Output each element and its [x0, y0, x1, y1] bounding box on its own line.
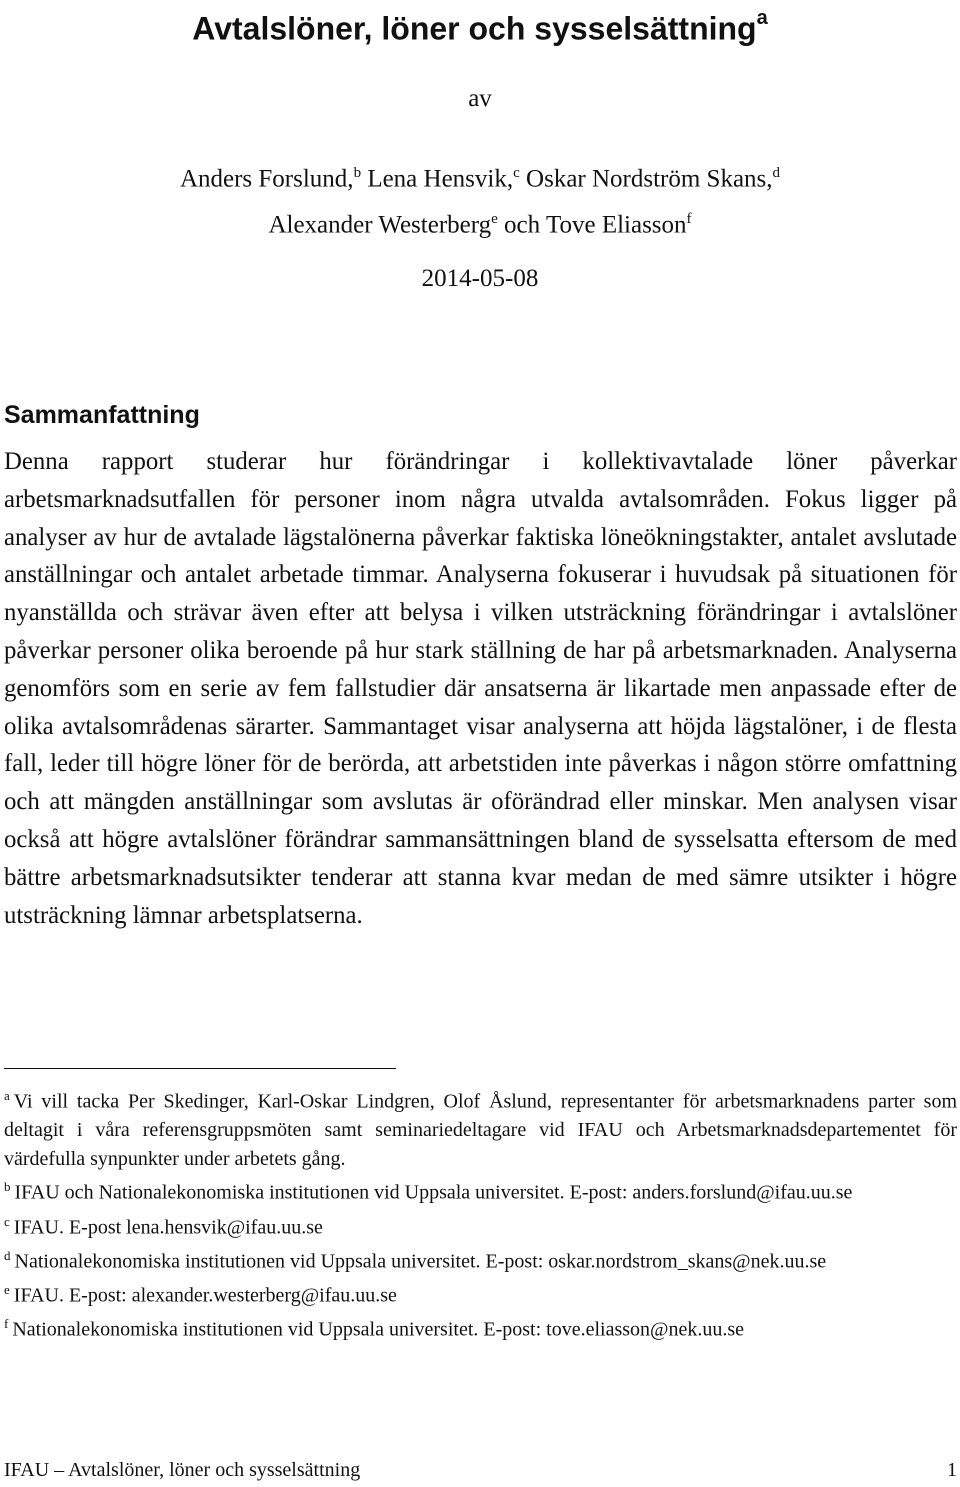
footnote-c: [4, 1208, 957, 1242]
author-name: Anders Forslund,: [179, 165, 354, 193]
footnote-mark: c: [4, 1213, 10, 1229]
author-mark: d: [772, 165, 781, 181]
footnote-text: Vi vill tacka Per Skedinger, Karl-Oskar Lindgren, Olof Åslund, representanter för arbetsmarknadens parter som deltagit i våra referensgruppsmöten samt seminariedeltagare vid IFAU och Arbetsmarknadsdepartementet för värdefulla synpunkter under arbetets gång.: [4, 1090, 957, 1170]
by-line: av: [468, 85, 492, 112]
footnote-f: [4, 1310, 957, 1344]
footnote-mark: f: [4, 1316, 9, 1332]
footnote-text: IFAU. E-post: alexander.westerberg@ifau.uu.se: [13, 1284, 397, 1307]
footnotes: [4, 1082, 957, 1345]
author-name: Oskar Nordström Skans,: [519, 165, 773, 193]
footnote-mark: b: [4, 1179, 11, 1195]
author-mark: f: [686, 211, 692, 228]
footnote-b: [4, 1173, 957, 1207]
footnote-divider: [4, 1068, 396, 1069]
author-mark: e: [491, 211, 498, 228]
author-name: Lena Hensvik,: [361, 165, 514, 193]
footnote-mark: e: [4, 1282, 10, 1298]
footnote-text: Nationalekonomiska institutionen vid Uppsala universitet. E-post: tove.eliasson@nek.uu.se: [12, 1319, 744, 1342]
author-list: [0, 153, 960, 246]
title-footnote-mark: a: [756, 7, 768, 29]
author-line-2: [0, 199, 960, 245]
author-line-1: [0, 153, 960, 199]
footnote-a: [4, 1082, 957, 1173]
author-name: och Tove Eliasson: [497, 211, 687, 239]
page-footer: [4, 1457, 957, 1483]
abstract-text: Denna rapport studerar hur förändringar i kollektivavtalade löner påverkar arbetsmarknadsutfallen för personer inom några utvalda avtalsområden. Fokus ligger på analyser av hur de avtalade lägstalönerna påverkar faktiska löneökningstakter, antalet avslutade anställningar och antalet arbetade timmar. Analyserna fokuserar i huvudsak på situationen för nyanställda och strävar även efter att belysa i vilken utsträckning förändringar i avtalslöner påverkar personer olika beroende på hur stark ställning de har på arbetsmarknaden. Analyserna genomförs som en serie av fem fallstudier där ansatserna är likartade men anpassade efter de olika avtalsområdenas särarter. Sammantaget visar analyserna att höjda lägstalöner, i de flesta fall, leder till högre löner för de berörda, att arbetstiden inte påverkas i någon större omfattning och att mängden anställningar som avslutas är oförändrad eller minskar. Men analysen visar också att högre avtalslöner förändrar sammansättningen bland de sysselsatta eftersom de med bättre arbetsmarknadsutsikter tenderar att stanna kvar medan de med sämre utsikter i högre utsträckning lämnar arbetsplatserna.: [4, 448, 957, 929]
author-mark: c: [513, 165, 520, 181]
author-name: Alexander Westerberg: [268, 211, 492, 239]
author-mark: b: [353, 165, 362, 181]
paper-title-text: Avtalslöner, löner och sysselsättning: [192, 10, 757, 47]
footnote-e: [4, 1276, 957, 1310]
page-number: 1: [947, 1459, 957, 1481]
footnote-text: IFAU och Nationalekonomiska institutionen vid Uppsala universitet. E-post: anders.forslund@ifau.uu.se: [14, 1182, 853, 1205]
footnote-d: [4, 1242, 957, 1276]
footer-running-title: IFAU – Avtalslöner, löner och sysselsättning: [4, 1459, 361, 1481]
footnote-text: Nationalekonomiska institutionen vid Uppsala universitet. E-post: oskar.nordstrom_skans@nek.uu.se: [14, 1250, 827, 1273]
publication-date: 2014-05-08: [421, 265, 539, 292]
abstract-heading: Sammanfattning: [4, 401, 200, 429]
footnote-mark: d: [4, 1247, 11, 1263]
paper-title: [0, 2, 960, 49]
footnote-text: IFAU. E-post lena.hensvik@ifau.uu.se: [13, 1216, 323, 1239]
footnote-mark: a: [4, 1088, 10, 1103]
